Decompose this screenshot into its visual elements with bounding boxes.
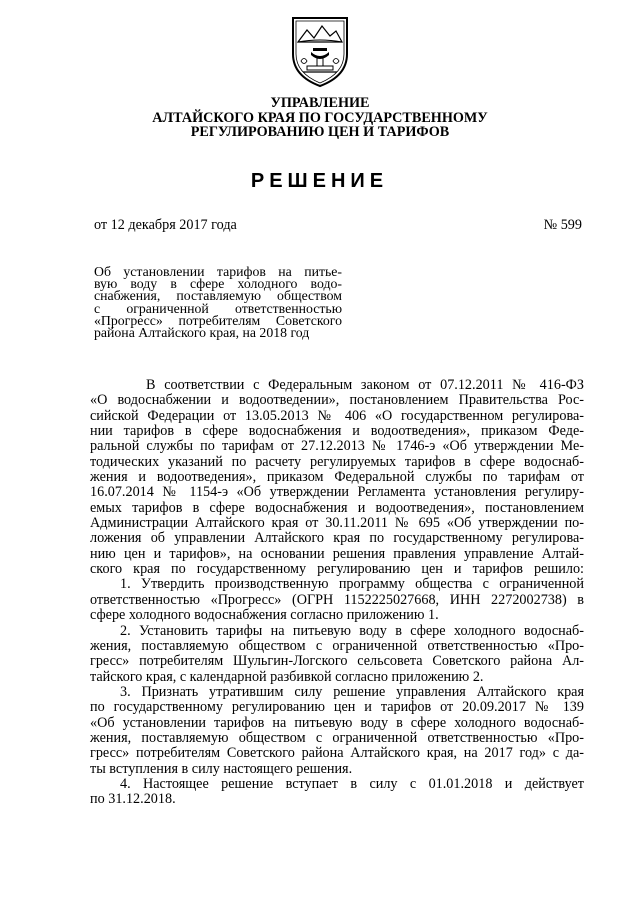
body-line: емых тарифов в сфере водоснабжения и водоотведения», постановлением xyxy=(90,499,584,516)
body-line: ского края по государственному регулированию цен и тарифов решило: xyxy=(90,561,584,578)
body-line: нию цен и тарифов», на основании решения правления управление Алтай- xyxy=(90,545,584,562)
body-line: 1. Утвердить производственную программу общества с ограниченной xyxy=(120,576,584,593)
subject-line: Об установлении тарифов на питье- xyxy=(94,264,342,279)
body-line: нии тарифов в сфере водоснабжения и водоотведения», приказом Феде- xyxy=(90,423,584,440)
subject-line: вую воду в сфере холодного водо- xyxy=(94,276,342,292)
body-line: 3. Признать утратившим силу решение управления Алтайского края xyxy=(120,683,584,700)
body-line: по 31.12.2018. xyxy=(90,791,176,808)
body-line: 2. Установить тарифы на питьевую воду в сфере холодного водоснаб- xyxy=(120,622,584,639)
body-line: ты вступления в силу настоящего решения. xyxy=(90,760,353,777)
body-line: жения, поставляемую обществом с ограниченной ответственностью «Про- xyxy=(90,637,584,654)
body-line: тайского края, с календарной разбивкой согласно приложению 2. xyxy=(90,668,484,685)
body-line: тодических указаний по расчету регулируемых тарифов в сфере водоснаб- xyxy=(90,453,584,470)
body-line: сийской Федерации от 13.05.2013 № 406 «О государственном регулирова- xyxy=(90,407,584,424)
body-line: В соответствии с Федеральным законом от 07.12.2011 № 416-ФЗ xyxy=(146,377,584,393)
document-title: РЕШЕНИЕ xyxy=(250,170,389,192)
subject-line: «Прогресс» потребителям Советского xyxy=(94,312,342,328)
body-line: 4. Настоящее решение вступает в силу с 01.01.2018 и действует xyxy=(120,775,584,792)
subject-line: района Алтайского края, на 2018 год xyxy=(94,325,310,341)
decision-date: от 12 декабря 2017 года xyxy=(94,217,237,233)
body-line: гресс» потребителям Шульгин-Логского сельсовета Советского района Ал- xyxy=(90,653,584,670)
body-line: гресс» потребителям Советского района Алтайского края, на 2017 год» с да- xyxy=(90,745,584,762)
agency-header-line: РЕГУЛИРОВАНИЮ ЦЕН И ТАРИФОВ xyxy=(190,124,450,141)
decision-subject xyxy=(94,266,342,339)
body-line: жения и водоотведения», приказом Федеральной службы по тарифам от xyxy=(90,469,584,486)
subject-line: снабжения, поставляемую обществом xyxy=(94,288,342,304)
subject-line: с ограниченной ответственностью xyxy=(94,300,342,316)
coat-of-arms-icon xyxy=(289,14,351,88)
body-line: «Об установлении тарифов на питьевую воду в сфере холодного водоснаб- xyxy=(90,714,584,731)
decision-number: № 599 xyxy=(543,217,582,233)
agency-header-line: УПРАВЛЕНИЕ xyxy=(270,95,370,111)
body-line: 16.07.2014 № 1154-э «Об утверждении Регламента установления регулиру- xyxy=(90,484,584,501)
agency-header xyxy=(100,96,540,140)
body-line: ответственностью «Прогресс» (ОГРН 1152225027668, ИНН 2272002738) в xyxy=(90,591,584,608)
body-line: сфере холодного водоснабжения согласно приложению 1. xyxy=(90,607,439,624)
body-line: по государственному регулированию цен и тарифов от 20.09.2017 № 139 xyxy=(90,699,584,716)
body-line: ложения об управлении Алтайского края по государственному регулирова- xyxy=(90,530,584,547)
body-line: ральной службы по тарифам от 27.12.2013 № 1746-э «Об утверждении Ме- xyxy=(90,438,584,455)
body-line: Администрации Алтайского края от 30.11.2011 № 695 «Об утверждении по- xyxy=(90,515,584,532)
agency-header-line: АЛТАЙСКОГО КРАЯ ПО ГОСУДАРСТВЕННОМУ xyxy=(152,109,488,126)
body-line: «О водоснабжении и водоотведении», постановлением Правительства Рос- xyxy=(90,392,584,409)
body-line: жения, поставляемую обществом с ограниченной ответственностью «Про- xyxy=(90,729,584,746)
decision-body xyxy=(90,378,584,808)
